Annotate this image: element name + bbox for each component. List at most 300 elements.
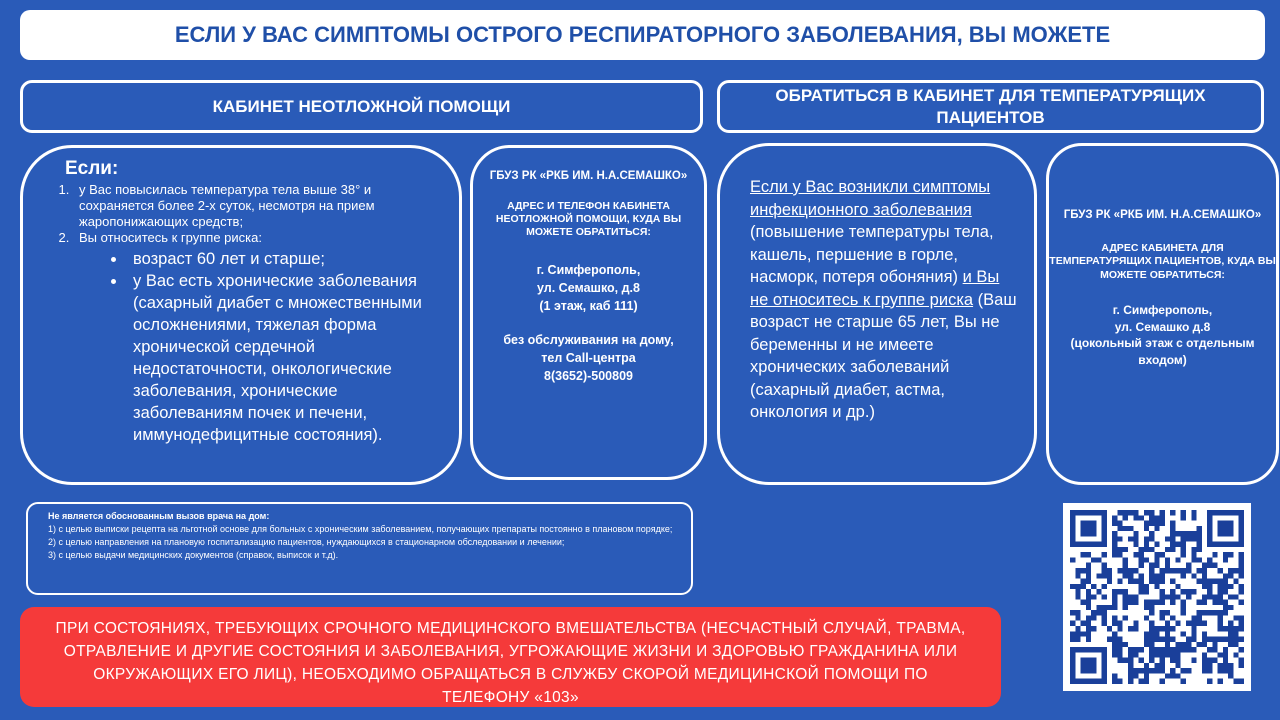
qr-module (1239, 589, 1244, 594)
qr-module (1112, 652, 1117, 657)
qr-module (1207, 679, 1212, 684)
qr-module (1170, 658, 1175, 663)
qr-module (1175, 652, 1180, 657)
qr-module (1160, 615, 1165, 620)
qr-module (1117, 637, 1122, 642)
qr-module (1154, 557, 1159, 562)
qr-module (1081, 531, 1086, 536)
qr-module (1218, 510, 1223, 515)
qr-module (1191, 552, 1196, 557)
qr-module (1086, 637, 1091, 642)
qr-module (1197, 557, 1202, 562)
qr-module (1228, 573, 1233, 578)
qr-module (1223, 526, 1228, 531)
no-home-service: без обслуживания на дому, (503, 333, 674, 347)
qr-module (1133, 600, 1138, 605)
qr-module (1223, 663, 1228, 668)
address-block (477, 261, 700, 315)
qr-module (1128, 647, 1133, 652)
qr-module (1091, 610, 1096, 615)
qr-module (1218, 589, 1223, 594)
qr-module (1128, 573, 1133, 578)
qr-module (1191, 557, 1196, 562)
qr-module (1112, 536, 1117, 541)
qr-module (1081, 542, 1086, 547)
qr-module (1091, 668, 1096, 673)
qr-module (1107, 573, 1112, 578)
qr-module (1102, 610, 1107, 615)
qr-module (1223, 552, 1228, 557)
qr-module (1197, 536, 1202, 541)
qr-module (1091, 658, 1096, 663)
qr-module (1123, 557, 1128, 562)
qr-module (1102, 594, 1107, 599)
qr-module (1149, 568, 1154, 573)
qr-module (1149, 626, 1154, 631)
qr-module (1170, 547, 1175, 552)
qr-module (1175, 542, 1180, 547)
qr-module (1144, 510, 1149, 515)
qr-module (1154, 573, 1159, 578)
temperature-room-header: ОБРАТИТЬСЯ В КАБИНЕТ ДЛЯ ТЕМПЕРАТУРЯЩИХ ПАЦИЕНТОВ (717, 80, 1264, 133)
phone-number: 8(3652)-500809 (544, 369, 633, 383)
qr-module (1218, 626, 1223, 631)
qr-module (1228, 637, 1233, 642)
note-line: 3) с целью выдачи медицинских документов (справок, выписок и т.д). (48, 550, 339, 560)
qr-module (1218, 542, 1223, 547)
qr-module (1186, 594, 1191, 599)
qr-module (1228, 552, 1233, 557)
qr-module (1186, 668, 1191, 673)
qr-module (1086, 594, 1091, 599)
qr-module (1102, 568, 1107, 573)
qr-module (1228, 621, 1233, 626)
qr-module (1239, 637, 1244, 642)
qr-module (1233, 542, 1238, 547)
qr-module (1081, 568, 1086, 573)
qr-module (1144, 615, 1149, 620)
qr-module (1133, 668, 1138, 673)
qr-module (1233, 568, 1238, 573)
qr-module (1070, 658, 1075, 663)
qr-module (1239, 568, 1244, 573)
qr-module (1207, 542, 1212, 547)
qr-module (1149, 637, 1154, 642)
qr-module (1207, 531, 1212, 536)
qr-module (1133, 568, 1138, 573)
qr-module (1149, 605, 1154, 610)
qr-module (1096, 510, 1101, 515)
qr-module (1212, 510, 1217, 515)
emergency-alert: ПРИ СОСТОЯНИЯХ, ТРЕБУЮЩИХ СРОЧНОГО МЕДИЦИНСКОГО ВМЕШАТЕЛЬСТВА (НЕСЧАСТНЫЙ СЛУЧАЙ, ТРАВМА, ОТРАВЛЕНИЕ И ДРУГИЕ СОСТОЯНИЯ И ЗАБОЛЕВАНИЯ, УГРОЖАЮЩИЕ ЖИЗНИ И ЗДОРОВЬЮ ГРАЖДАНИНА ИЛИ ОКРУЖАЮЩИХ ЕГО ЛИЦ), НЕОБХОДИМО ОБРАЩАТЬСЯ В СЛУЖБУ СКОРОЙ МЕДИЦИНСКОЙ ПОМОЩИ ПО ТЕЛЕФОНУ «103» (20, 607, 1001, 707)
qr-module (1144, 673, 1149, 678)
qr-module (1228, 568, 1233, 573)
qr-module (1139, 589, 1144, 594)
qr-module (1096, 542, 1101, 547)
qr-module (1233, 594, 1238, 599)
qr-module (1207, 610, 1212, 615)
qr-module (1170, 594, 1175, 599)
qr-module (1139, 515, 1144, 520)
qr-module (1160, 552, 1165, 557)
qr-module (1128, 652, 1133, 657)
qr-module (1102, 679, 1107, 684)
temperature-conditions-card (717, 143, 1037, 485)
qr-module (1160, 600, 1165, 605)
qr-module (1154, 515, 1159, 520)
qr-module (1202, 652, 1207, 657)
qr-module (1144, 526, 1149, 531)
qr-module (1133, 579, 1138, 584)
qr-module (1202, 573, 1207, 578)
qr-module (1075, 626, 1080, 631)
qr-module (1181, 542, 1186, 547)
qr-module (1218, 610, 1223, 615)
qr-module (1197, 600, 1202, 605)
address-subtitle: АДРЕС КАБИНЕТА ДЛЯ ТЕМПЕРАТУРЯЩИХ ПАЦИЕНТОВ, КУДА ВЫ МОЖЕТЕ ОБРАТИТЬСЯ: (1049, 241, 1276, 281)
qr-module (1175, 557, 1180, 562)
qr-module (1144, 631, 1149, 636)
qr-module (1191, 510, 1196, 515)
qr-module (1207, 647, 1212, 652)
qr-module (1075, 573, 1080, 578)
qr-module (1144, 642, 1149, 647)
qr-module (1112, 542, 1117, 547)
page-title: ЕСЛИ У ВАС СИМПТОМЫ ОСТРОГО РЕСПИРАТОРНОГО ЗАБОЛЕВАНИЯ, ВЫ МОЖЕТЕ (20, 10, 1265, 60)
qr-module (1133, 515, 1138, 520)
qr-module (1181, 610, 1186, 615)
qr-module (1086, 631, 1091, 636)
qr-module (1175, 584, 1180, 589)
qr-module (1144, 536, 1149, 541)
qr-module (1112, 642, 1117, 647)
qr-module (1086, 647, 1091, 652)
qr-module (1218, 579, 1223, 584)
qr-module (1075, 637, 1080, 642)
qr-module (1070, 679, 1075, 684)
qr-module (1128, 600, 1133, 605)
qr-module (1197, 615, 1202, 620)
risk-group-item: • возраст 60 лет и старше; (127, 248, 441, 270)
qr-module (1139, 573, 1144, 578)
qr-module (1128, 594, 1133, 599)
qr-module (1086, 600, 1091, 605)
qr-module (1107, 626, 1112, 631)
qr-module (1207, 579, 1212, 584)
qr-module (1160, 610, 1165, 615)
risk-group-list (79, 248, 441, 446)
qr-module (1144, 637, 1149, 642)
address-subtitle: АДРЕС И ТЕЛЕФОН КАБИНЕТА НЕОТЛОЖНОЙ ПОМОЩИ, КУДА ВЫ МОЖЕТЕ ОБРАТИТЬСЯ: (495, 200, 682, 238)
qr-module (1081, 510, 1086, 515)
qr-module (1228, 531, 1233, 536)
qr-module (1223, 542, 1228, 547)
qr-module (1075, 594, 1080, 599)
qr-module (1144, 605, 1149, 610)
qr-module (1218, 521, 1223, 526)
qr-module (1086, 605, 1091, 610)
conditions-title: Если: (65, 158, 119, 179)
qr-module (1218, 637, 1223, 642)
qr-module (1086, 621, 1091, 626)
qr-module (1160, 510, 1165, 515)
qr-module (1165, 647, 1170, 652)
not-risk-group-details: (Ваш возраст не старше 65 лет, Вы не беременны и не имеете хронических заболеваний (сахарный диабет, астма, онкология и др.) (750, 290, 1017, 421)
qr-module (1207, 515, 1212, 520)
qr-module (1102, 668, 1107, 673)
qr-module (1086, 542, 1091, 547)
qr-module (1239, 542, 1244, 547)
qr-module (1139, 563, 1144, 568)
qr-module (1181, 510, 1186, 515)
qr-module (1202, 668, 1207, 673)
condition-item-label: Вы относитесь к группе риска: (79, 230, 262, 245)
qr-module (1223, 637, 1228, 642)
qr-module (1202, 563, 1207, 568)
qr-module (1123, 605, 1128, 610)
qr-module (1197, 547, 1202, 552)
qr-module (1086, 563, 1091, 568)
qr-module (1212, 610, 1217, 615)
qr-module (1086, 573, 1091, 578)
qr-module (1070, 637, 1075, 642)
qr-module (1170, 668, 1175, 673)
qr-module (1160, 568, 1165, 573)
qr-module (1218, 526, 1223, 531)
qr-module (1165, 568, 1170, 573)
qr-module (1239, 526, 1244, 531)
qr-module (1112, 552, 1117, 557)
qr-module (1117, 626, 1122, 631)
qr-module (1207, 663, 1212, 668)
qr-module (1223, 600, 1228, 605)
qr-module (1070, 515, 1075, 520)
qr-module (1160, 652, 1165, 657)
qr-module (1228, 594, 1233, 599)
qr-module (1223, 610, 1228, 615)
qr-module (1117, 642, 1122, 647)
qr-module (1191, 536, 1196, 541)
qr-module (1070, 647, 1075, 652)
qr-module (1228, 542, 1233, 547)
qr-module (1075, 679, 1080, 684)
qr-module (1075, 584, 1080, 589)
address-block (1049, 302, 1276, 368)
qr-module (1133, 621, 1138, 626)
qr-module (1128, 626, 1133, 631)
qr-module (1202, 594, 1207, 599)
qr-module (1144, 547, 1149, 552)
qr-module (1091, 531, 1096, 536)
qr-module (1191, 515, 1196, 520)
temperature-room-address-card (1046, 143, 1279, 485)
qr-module (1139, 557, 1144, 562)
qr-module (1223, 658, 1228, 663)
qr-module (1117, 589, 1122, 594)
qr-module (1117, 621, 1122, 626)
qr-module (1191, 531, 1196, 536)
qr-module (1186, 642, 1191, 647)
qr-module (1133, 647, 1138, 652)
qr-module (1117, 510, 1122, 515)
qr-module (1128, 673, 1133, 678)
qr-module (1081, 600, 1086, 605)
qr-module (1102, 521, 1107, 526)
qr-module (1207, 510, 1212, 515)
qr-module (1218, 584, 1223, 589)
qr-module (1070, 542, 1075, 547)
qr-module (1186, 568, 1191, 573)
qr-module (1112, 621, 1117, 626)
qr-module (1070, 557, 1075, 562)
qr-module (1154, 563, 1159, 568)
address-floor: (цокольный этаж с отдельным входом) (1070, 336, 1255, 367)
qr-module (1102, 510, 1107, 515)
qr-module (1096, 647, 1101, 652)
qr-module (1107, 637, 1112, 642)
qr-module (1139, 547, 1144, 552)
qr-module (1149, 621, 1154, 626)
qr-module (1081, 658, 1086, 663)
qr-module (1170, 626, 1175, 631)
qr-module (1133, 594, 1138, 599)
qr-module (1091, 542, 1096, 547)
qr-module (1096, 605, 1101, 610)
qr-module (1181, 647, 1186, 652)
qr-module (1218, 568, 1223, 573)
qr-module (1117, 526, 1122, 531)
qr-module (1160, 626, 1165, 631)
qr-module (1154, 521, 1159, 526)
qr-module (1086, 510, 1091, 515)
qr-module (1165, 557, 1170, 562)
qr-module (1223, 521, 1228, 526)
qr-module (1144, 542, 1149, 547)
qr-module (1191, 615, 1196, 620)
qr-module (1160, 579, 1165, 584)
qr-module (1128, 658, 1133, 663)
qr-module (1091, 526, 1096, 531)
qr-module (1160, 668, 1165, 673)
qr-module (1144, 668, 1149, 673)
qr-module (1102, 663, 1107, 668)
qr-module (1154, 652, 1159, 657)
qr-module (1091, 521, 1096, 526)
qr-module (1102, 621, 1107, 626)
qr-module (1086, 579, 1091, 584)
qr-module (1081, 579, 1086, 584)
qr-module (1154, 579, 1159, 584)
qr-module (1160, 679, 1165, 684)
qr-module (1181, 536, 1186, 541)
qr-module (1107, 568, 1112, 573)
qr-module (1181, 642, 1186, 647)
qr-module (1112, 547, 1117, 552)
qr-module (1191, 647, 1196, 652)
qr-module (1154, 526, 1159, 531)
qr-module (1154, 631, 1159, 636)
qr-module (1228, 605, 1233, 610)
qr-module (1102, 515, 1107, 520)
qr-module (1086, 668, 1091, 673)
qr-module (1123, 589, 1128, 594)
qr-module (1149, 573, 1154, 578)
qr-module (1207, 594, 1212, 599)
qr-module (1175, 594, 1180, 599)
qr-module (1144, 600, 1149, 605)
qr-module (1117, 521, 1122, 526)
qr-module (1223, 531, 1228, 536)
qr-module (1075, 615, 1080, 620)
qr-module (1160, 637, 1165, 642)
qr-module (1107, 605, 1112, 610)
qr-module (1086, 589, 1091, 594)
qr-module (1181, 631, 1186, 636)
qr-module (1175, 673, 1180, 678)
qr-module (1075, 589, 1080, 594)
qr-module (1207, 526, 1212, 531)
qr-module (1154, 584, 1159, 589)
qr-module (1170, 531, 1175, 536)
qr-module (1218, 531, 1223, 536)
qr-module (1149, 563, 1154, 568)
qr-module (1123, 568, 1128, 573)
qr-module (1075, 647, 1080, 652)
qr-code-icon[interactable] (1063, 503, 1251, 691)
qr-module (1186, 637, 1191, 642)
qr-module (1175, 621, 1180, 626)
qr-module (1133, 510, 1138, 515)
qr-module (1197, 542, 1202, 547)
qr-module (1202, 610, 1207, 615)
qr-module (1165, 652, 1170, 657)
qr-module (1233, 637, 1238, 642)
not-risk-group-condition: и Вы не относитесь к группе риска (750, 268, 1000, 309)
qr-module (1223, 647, 1228, 652)
qr-module (1144, 679, 1149, 684)
qr-module (1197, 579, 1202, 584)
qr-module (1165, 637, 1170, 642)
qr-module (1202, 600, 1207, 605)
qr-module (1228, 668, 1233, 673)
qr-module (1170, 600, 1175, 605)
qr-module (1223, 652, 1228, 657)
qr-module (1112, 679, 1117, 684)
qr-module (1070, 536, 1075, 541)
qr-module (1112, 615, 1117, 620)
qr-module (1197, 526, 1202, 531)
risk-group-item: • у Вас есть хронические заболевания (сахарный диабет с множественными осложнениями, тяжелая форма хронической сердечной недостаточности, онкологические заболевания, хронические заболеваниям почек и печени, иммунодефицитные состояния). (127, 270, 441, 446)
qr-module (1070, 668, 1075, 673)
qr-module (1239, 536, 1244, 541)
qr-module (1228, 631, 1233, 636)
qr-module (1149, 536, 1154, 541)
qr-module (1102, 605, 1107, 610)
qr-module (1223, 589, 1228, 594)
qr-module (1212, 579, 1217, 584)
qr-module (1160, 573, 1165, 578)
qr-module (1181, 605, 1186, 610)
qr-module (1186, 563, 1191, 568)
qr-module (1191, 658, 1196, 663)
qr-module (1081, 647, 1086, 652)
qr-module (1239, 510, 1244, 515)
qr-module (1170, 536, 1175, 541)
qr-module (1149, 510, 1154, 515)
qr-module (1170, 568, 1175, 573)
qr-module (1144, 663, 1149, 668)
qr-module (1091, 679, 1096, 684)
